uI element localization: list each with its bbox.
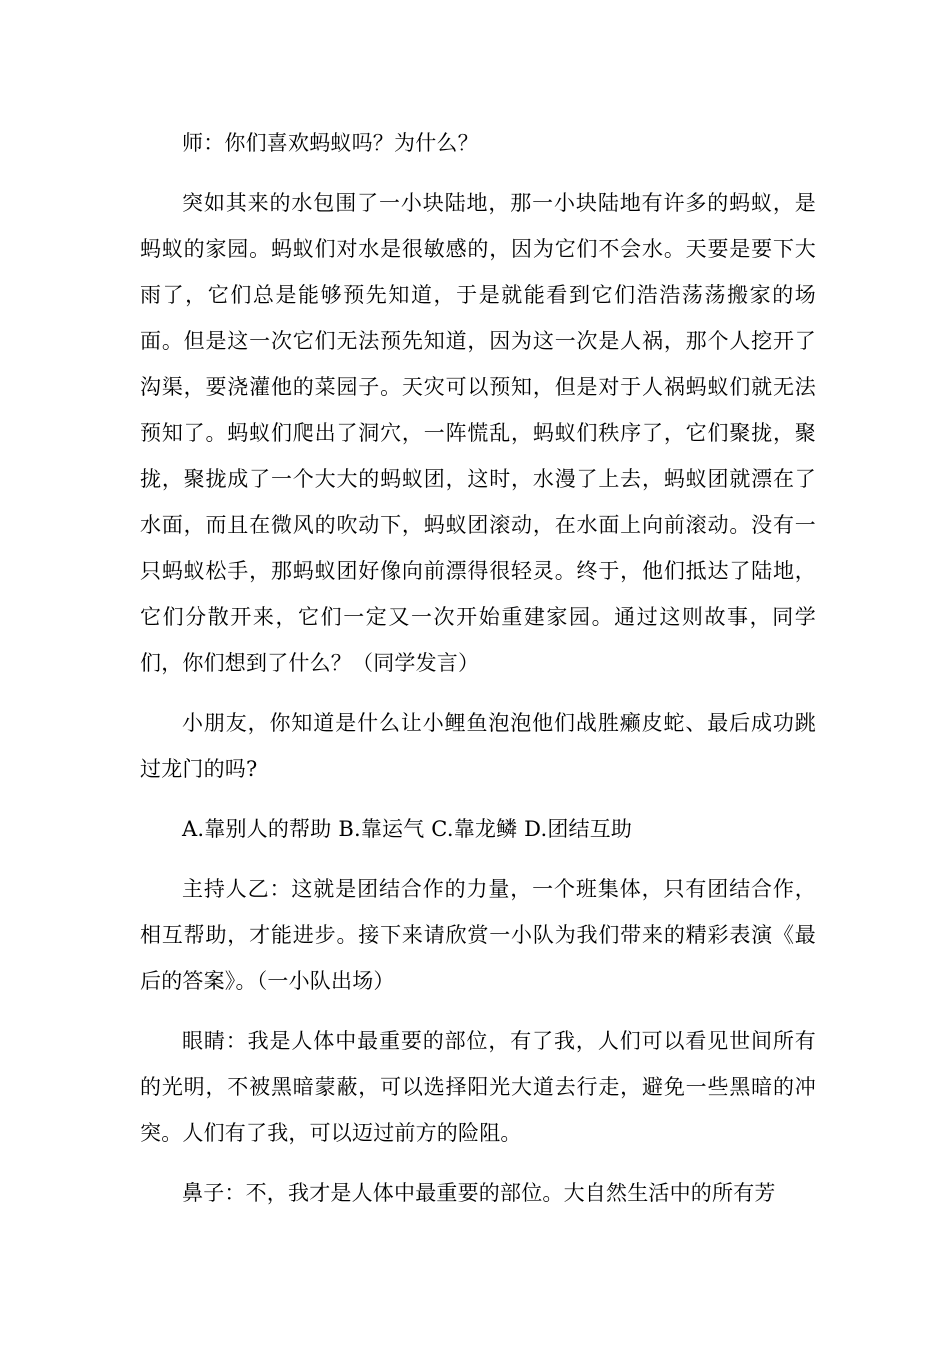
document-body (140, 120, 816, 1216)
paragraph-nose: 鼻子：不，我才是人体中最重要的部位。大自然生活中的所有芳 (182, 1181, 776, 1205)
paragraph-eyes: 眼睛：我是人体中最重要的部位，有了我，人们可以看见世间所有的光明，不被黑暗蒙蔽，可以选择阳光大道去行走，避免一些黑暗的冲突。人们有了我，可以迈过前方的险阻。 (140, 1029, 816, 1145)
paragraph-host-b: 主持人乙：这就是团结合作的力量，一个班集体，只有团结合作，相互帮助，才能进步。接下来请欣赏一小队为我们带来的精彩表演《最后的答案》。（一小队出场） (140, 877, 816, 993)
paragraph-carp-question: 小朋友，你知道是什么让小鲤鱼泡泡他们战胜癞皮蛇、最后成功跳过龙门的吗? (140, 711, 816, 781)
paragraph-answer-options: A.靠别人的帮助 B.靠运气 C.靠龙鳞 D.团结互助 (182, 817, 633, 841)
paragraph-ant-story: 突如其来的水包围了一小块陆地，那一小块陆地有许多的蚂蚁，是蚂蚁的家园。蚂蚁们对水是很敏感的，因为它们不会水。天要是要下大雨了，它们总是能够预先知道，于是就能看到它们浩浩荡荡搬家的场面。但是这一次它们无法预先知道，因为这一次是人祸，那个人挖开了沟渠，要浇灌他的菜园子。天灾可以预知，但是对于人祸蚂蚁们就无法预知了。蚂蚁们爬出了洞穴，一阵慌乱，蚂蚁们秩序了，它们聚拢，聚拢，聚拢成了一个大大的蚂蚁团，这时，水漫了上去，蚂蚁团就漂在了水面，而且在微风的吹动下，蚂蚁团滚动，在水面上向前滚动。没有一只蚂蚁松手，那蚂蚁团好像向前漂得很轻灵。终于，他们抵达了陆地，它们分散开来，它们一定又一次开始重建家园。通过这则故事，同学们，你们想到了什么？（同学发言） (140, 191, 816, 675)
paragraph-teacher-question: 师：你们喜欢蚂蚁吗？为什么？ (182, 131, 479, 155)
